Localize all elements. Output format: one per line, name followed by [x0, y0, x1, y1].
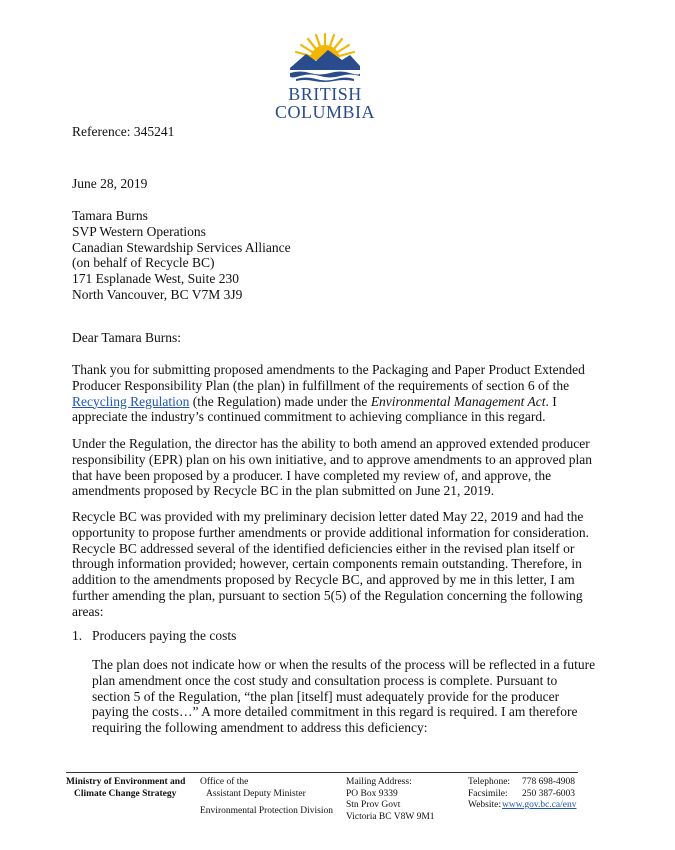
paragraph-line: Under the Regulation, the director has the ability to both amend an approved extended producer — [72, 436, 590, 451]
paragraph-costs — [92, 657, 622, 736]
paragraph-line: areas: — [72, 603, 104, 619]
paragraph-line: addition to the amendments proposed by Recycle BC, and approved by me in this letter, I am — [72, 572, 575, 588]
website-label: Website: — [468, 800, 502, 810]
paragraph-line — [72, 394, 602, 410]
paragraph-intro — [72, 362, 602, 425]
office-line: Assistant Deputy Minister — [206, 788, 306, 799]
paragraph-line: Producer Responsibility Plan (the plan) in fulfillment of the requirements of section 6 of the — [72, 377, 570, 393]
footer-mailing-address — [346, 777, 435, 823]
office-line: Environmental Protection Division — [200, 806, 333, 816]
paragraph-line: section 5 of the Regulation, “the plan [itself] must adequately provide for the producer — [92, 688, 560, 704]
list-item-number: 1. — [72, 628, 83, 643]
letter-date: June 28, 2019 — [72, 176, 148, 191]
address-line: Tamara Burns — [72, 208, 148, 223]
fax-row — [468, 789, 576, 801]
footer-divider — [66, 772, 578, 773]
list-item-title: Producers paying the costs — [92, 628, 237, 643]
address-line: (on behalf of Recycle BC) — [72, 255, 215, 271]
address-line: North Vancouver, BC V7M 3J9 — [72, 286, 243, 302]
text-fragment: (the Regulation) made under the — [189, 393, 371, 409]
bc-logo — [270, 30, 380, 122]
paragraph-amendments — [72, 509, 602, 620]
ministry-line: Ministry of Environment and — [66, 777, 186, 787]
fax-value: 250 387-6003 — [522, 788, 576, 799]
mailing-line: Victoria BC V8W 9M1 — [346, 811, 435, 822]
logo-line-british: BRITISH — [288, 84, 362, 104]
paragraph-line: that have been proposed by a producer. I have completed my review of, and approve, the — [72, 467, 552, 483]
list-item-1 — [72, 628, 602, 644]
address-line: Canadian Stewardship Services Alliance — [72, 239, 291, 255]
bc-sun-mountains-icon — [288, 30, 362, 82]
mailing-line: PO Box 9339 — [346, 788, 398, 799]
paragraph-line: further amending the plan, pursuant to section 5(5) of the Regulation concerning the following — [72, 587, 583, 603]
paragraph-line: requiring the following amendment to address this deficiency: — [92, 720, 428, 736]
paragraph-line: Recycle BC addressed several of the identified deficiencies either in the revised plan itself or — [72, 540, 575, 556]
salutation: Dear Tamara Burns: — [72, 330, 182, 345]
telephone-label: Telephone: — [468, 777, 511, 787]
website-row — [468, 800, 576, 812]
address-line: 171 Esplanade West, Suite 230 — [72, 271, 240, 287]
paragraph-line: appreciate the industry’s continued commitment to achieving compliance in this regard. — [72, 409, 546, 425]
footer-office — [200, 777, 333, 818]
paragraph-line: through information provided; however, certain components remain outstanding. Therefore, in — [72, 556, 582, 572]
paragraph-regulation — [72, 436, 602, 499]
office-line: Office of the — [200, 777, 249, 787]
ministry-line: Climate Change Strategy — [74, 788, 177, 799]
footer-ministry — [66, 777, 185, 800]
paragraph-line: responsibility (EPR) plan on his own initiative, and to approve amendments to an approved plan — [72, 451, 593, 467]
act-title: Environmental Management Act — [370, 393, 546, 409]
paragraph-line: Thank you for submitting proposed amendments to the Packaging and Paper Product Extended — [72, 362, 585, 377]
text-fragment: . I — [545, 393, 557, 409]
telephone-row — [468, 777, 576, 789]
paragraph-line: The plan does not indicate how or when the results of the process will be reflected in a future — [92, 657, 596, 672]
recycling-regulation-link[interactable]: Recycling Regulation — [72, 393, 190, 409]
fax-label: Facsimile: — [468, 788, 508, 799]
paragraph-line: amendments proposed by Recycle BC in the plan submitted on June 21, 2019. — [72, 483, 495, 499]
website-link[interactable]: www.gov.bc.ca/env — [502, 800, 577, 810]
recipient-address — [72, 208, 602, 303]
address-line: SVP Western Operations — [72, 223, 206, 239]
logo-line-columbia: COLUMBIA — [274, 102, 375, 122]
paragraph-line: Recycle BC was provided with my preliminary decision letter dated May 22, 2019 and had the — [72, 509, 584, 524]
telephone-value: 778 698-4908 — [522, 777, 576, 787]
mailing-line: Mailing Address: — [346, 777, 412, 787]
reference-number: Reference: 345241 — [72, 124, 175, 139]
paragraph-line: plan amendment once the cost study and consultation process is complete. Pursuant to — [92, 672, 558, 688]
paragraph-line: paying the costs…” A more detailed commitment in this regard is required. I am therefore — [92, 704, 578, 720]
footer-contact — [468, 777, 576, 812]
mailing-line: Stn Prov Govt — [346, 800, 401, 810]
paragraph-line: opportunity to propose further amendments or provide additional information for consideration. — [72, 524, 590, 540]
